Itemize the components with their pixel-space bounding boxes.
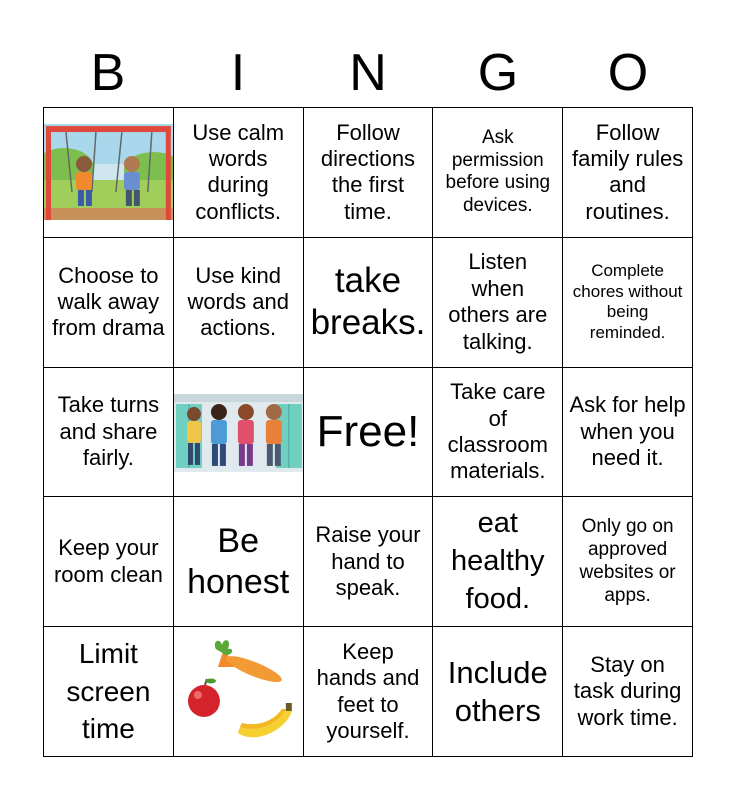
bingo-cell[interactable]: take breaks. <box>304 238 434 368</box>
bingo-cell-kids-image[interactable] <box>174 368 304 498</box>
header-letter-b: B <box>90 44 126 102</box>
header-letter-o: O <box>607 44 649 102</box>
bingo-cell[interactable]: Use calm words during conflicts. <box>174 108 304 238</box>
header-letter-i: I <box>230 44 246 102</box>
header-letter-g: G <box>477 44 519 102</box>
bingo-header <box>43 40 693 106</box>
bingo-cell-swing-image[interactable] <box>44 108 174 238</box>
bingo-cell[interactable]: Limit screen time <box>44 627 174 757</box>
bingo-cell[interactable]: Keep hands and feet to yourself. <box>304 627 434 757</box>
bingo-cell[interactable]: Keep your room clean <box>44 497 174 627</box>
bingo-cell[interactable]: Ask permission before using devices. <box>433 108 563 238</box>
bingo-cell[interactable]: Choose to walk away from drama <box>44 238 174 368</box>
bingo-cell[interactable]: Include others <box>433 627 563 757</box>
healthy-food-image <box>174 627 303 756</box>
bingo-cell[interactable]: Ask for help when you need it. <box>563 368 693 498</box>
bingo-cell[interactable]: Follow directions the first time. <box>304 108 434 238</box>
bingo-cell[interactable]: Raise your hand to speak. <box>304 497 434 627</box>
group-of-kids-image <box>174 368 303 497</box>
bingo-cell[interactable]: Take care of classroom materials. <box>433 368 563 498</box>
bingo-cell-free-space[interactable]: Free! <box>304 368 434 498</box>
bingo-cell[interactable]: Listen when others are talking. <box>433 238 563 368</box>
bingo-cell-food-image[interactable] <box>174 627 304 757</box>
bingo-cell[interactable]: Complete chores without being reminded. <box>563 238 693 368</box>
bingo-cell[interactable]: Use kind words and actions. <box>174 238 304 368</box>
header-letter-n: N <box>349 44 387 102</box>
bingo-cell[interactable]: Be honest <box>174 497 304 627</box>
kids-on-swings-image <box>44 108 173 237</box>
bingo-cell[interactable]: Take turns and share fairly. <box>44 368 174 498</box>
bingo-cell[interactable]: Follow family rules and routines. <box>563 108 693 238</box>
bingo-cell[interactable]: eat healthy food. <box>433 497 563 627</box>
bingo-cell[interactable]: Only go on approved websites or apps. <box>563 497 693 627</box>
bingo-cell[interactable]: Stay on task during work time. <box>563 627 693 757</box>
bingo-card <box>43 107 693 757</box>
